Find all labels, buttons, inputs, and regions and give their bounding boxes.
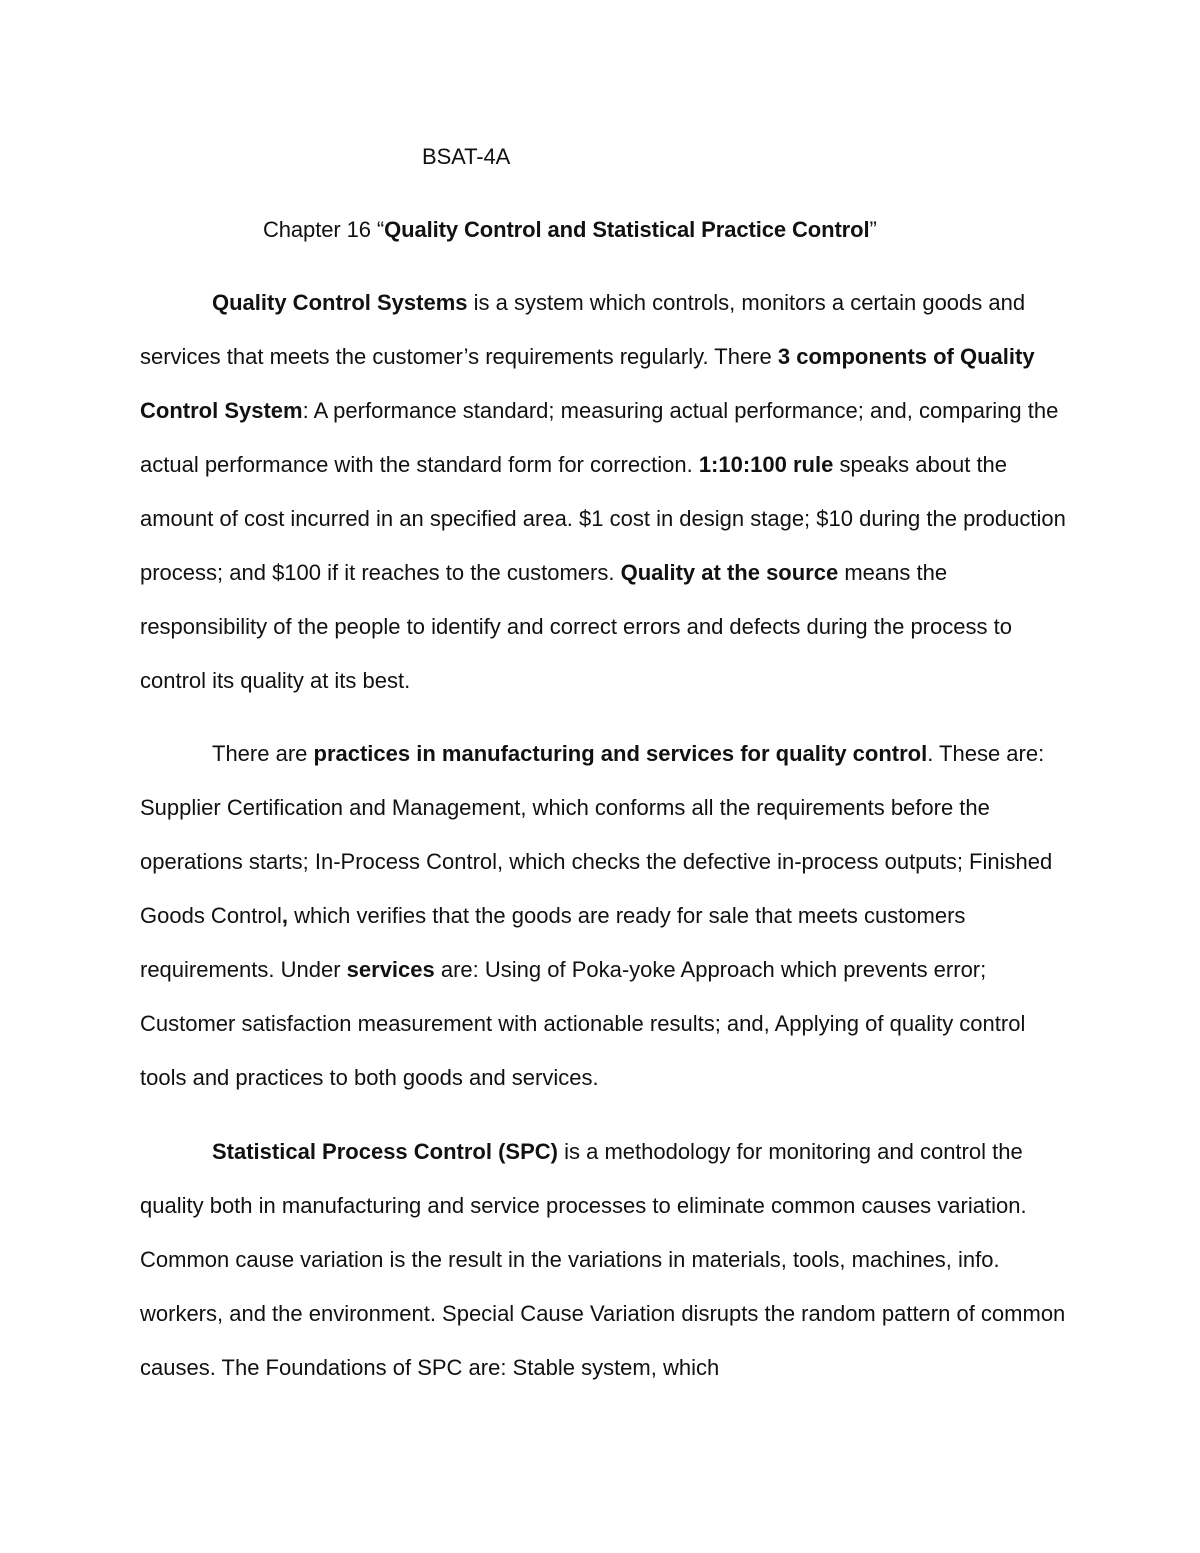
term-practices: practices in manufacturing and services for quality control xyxy=(313,741,928,766)
term-3-components: 3 components of Quality Control System xyxy=(140,344,1035,423)
paragraph3-text-1: is a methodology for monitoring and control the quality both in manufacturing and service processes to eliminate common causes variation. Common cause variation is the result in the variations in materials, tools, machines, info. workers, and the environment. Special Cause Variation disrupts the random pattern of common causes. The Foundations of SPC are: Stable system, which xyxy=(140,1139,1066,1380)
paragraph-quality-control-systems xyxy=(140,276,1070,708)
chapter-title xyxy=(263,216,877,244)
term-1-10-100-rule: 1:10:100 rule xyxy=(698,452,834,477)
paragraph1-text-2: : A performance standard; measuring actual performance; and, comparing the actual performance with the standard form for correction. xyxy=(140,398,1059,477)
chapter-title-prefix: Chapter 16 “ xyxy=(263,217,385,242)
paragraph2-text-1: There are xyxy=(212,741,314,766)
paragraph2-text-4: are: Using of Poka-yoke Approach which prevents error; Customer satisfaction measurement with actionable results; and, Applying of quality control tools and practices to both goods and services. xyxy=(140,957,1026,1090)
paragraph1-text-4: means the responsibility of the people to identify and correct errors and defects during the process to control its quality at its best. xyxy=(140,560,1012,693)
term-quality-control-systems: Quality Control Systems xyxy=(212,290,468,315)
chapter-title-suffix: ” xyxy=(869,217,877,242)
paragraph2-text-2: . These are: Supplier Certification and Management, which conforms all the requirements before the operations starts; In-Process Control, which checks the defective in-process outputs; Finished Goods Control xyxy=(140,741,1053,928)
paragraph1-text-3: speaks about the amount of cost incurred in an specified area. $1 cost in design stage; $10 during the production process; and $100 if it reaches to the customers. xyxy=(140,452,1066,585)
section-code xyxy=(422,143,510,171)
paragraph1-text-1: is a system which controls, monitors a certain goods and services that meets the customer’s requirements regularly. There xyxy=(140,290,1026,369)
bold-comma: , xyxy=(281,903,288,928)
term-quality-at-the-source: Quality at the source xyxy=(620,560,839,585)
chapter-title-bold: Quality Control and Statistical Practice Control xyxy=(384,217,870,242)
section-code-text: BSAT-4A xyxy=(422,144,511,169)
term-services: services xyxy=(346,957,435,982)
paragraph-practices xyxy=(140,727,1070,1105)
paragraph2-text-3: which verifies that the goods are ready for sale that meets customers requirements. Under xyxy=(140,903,966,982)
paragraph-spc xyxy=(140,1125,1070,1395)
term-spc: Statistical Process Control (SPC) xyxy=(212,1139,558,1164)
